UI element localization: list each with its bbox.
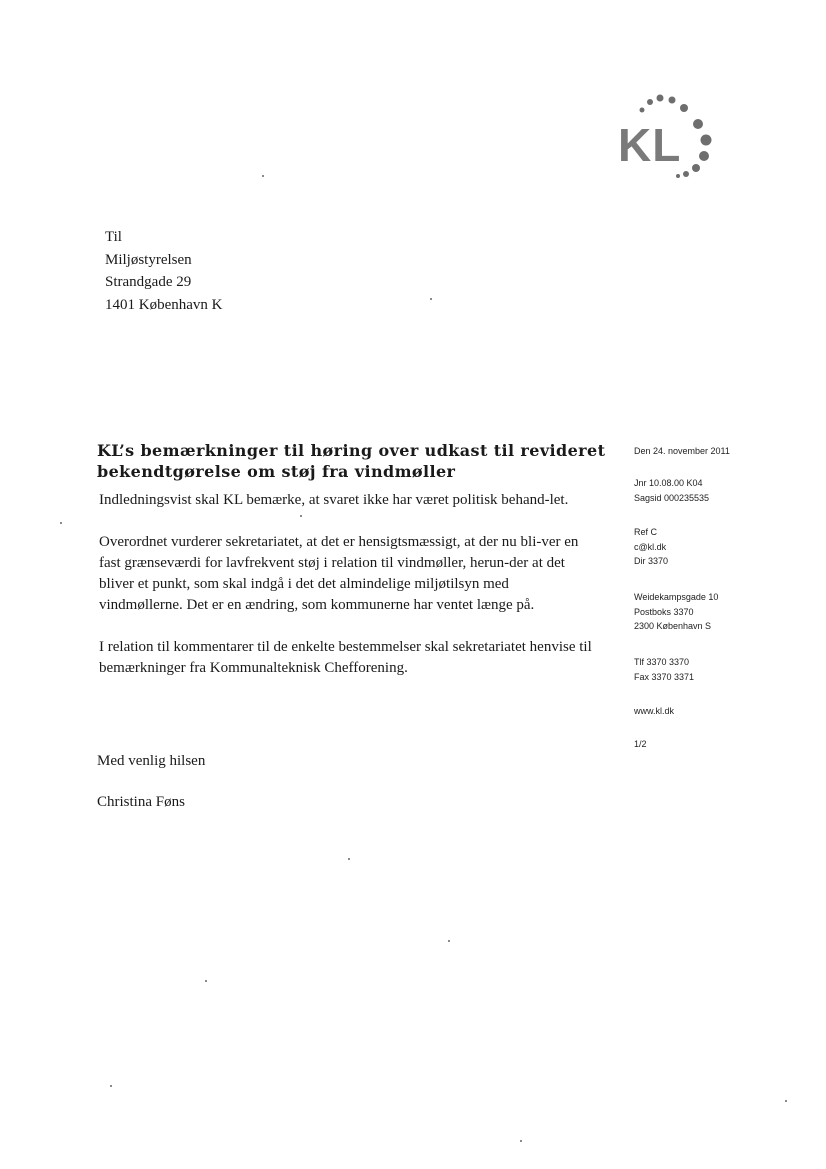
body-paragraph: Indledningsvist skal KL bemærke, at svaret ikke har været politisk behand-let. — [99, 492, 569, 508]
body-paragraph: I relation til kommentarer til de enkelte bestemmelser skal sekretariatet henvise til bemærkninger fra Kommunalteknisk Chefforening. — [99, 639, 592, 676]
scan-speck — [785, 1100, 787, 1102]
scan-speck — [205, 980, 207, 982]
sidebar-sagsid: Sagsid 000235535 — [634, 492, 710, 503]
scan-speck — [348, 858, 350, 860]
sidebar-contact — [634, 525, 668, 569]
recipient-line: Strandgade 29 — [105, 274, 192, 290]
recipient-address — [105, 226, 222, 316]
subject-line: bekendtgørelse om støj fra vindmøller — [97, 462, 456, 481]
sidebar-reference-numbers — [634, 476, 709, 505]
scan-speck — [300, 515, 302, 517]
sidebar-postbox: Postboks 3370 — [634, 606, 694, 617]
subject-line: KL’s bemærkninger til høring over udkast til revideret — [97, 441, 606, 460]
kl-logo — [612, 88, 722, 188]
recipient-line: Miljøstyrelsen — [105, 251, 192, 268]
signature-name: Christina Føns — [97, 794, 185, 810]
sidebar-street: Weidekampsgade 10 — [634, 592, 719, 602]
scan-speck — [430, 298, 432, 300]
recipient-line: 1401 København K — [105, 296, 223, 313]
letter-subject — [97, 440, 606, 482]
scan-speck — [520, 1140, 522, 1142]
body-paragraph: Overordnet vurderer sekretariatet, at det er hensigtsmæssigt, at der nu bli-ver en fast grænseværdi for lavfrekvent støj i relation til vindmøller, herun-der at det bliver et punkt, som skal indgå i det det almindelige miljøtilsyn med vindmøllerne. Det er en ændring, som kommunerne har ventet længe på. — [99, 534, 579, 613]
sidebar-tlf: Tlf 3370 3370 — [634, 657, 690, 667]
sidebar-dir: Dir 3370 — [634, 556, 669, 566]
sidebar-web: www.kl.dk — [634, 706, 675, 716]
sidebar-ref: Ref C — [634, 527, 658, 537]
scan-speck — [448, 940, 450, 942]
closing-salutation: Med venlig hilsen — [97, 753, 206, 769]
scan-speck — [60, 522, 62, 524]
sidebar-phone — [634, 655, 694, 684]
sidebar-city: 2300 København S — [634, 621, 712, 631]
sidebar-jnr: Jnr 10.08.00 K04 — [634, 478, 703, 488]
recipient-line: Til — [105, 229, 122, 245]
logo-text: KL — [618, 119, 682, 171]
sidebar-email: c@kl.dk — [634, 541, 667, 552]
sidebar-address — [634, 590, 718, 634]
scan-speck — [262, 175, 264, 177]
sidebar-date: Den 24. november 2011 — [634, 446, 730, 456]
sidebar-fax: Fax 3370 3371 — [634, 671, 695, 682]
scan-speck — [110, 1085, 112, 1087]
sidebar-page-number: 1/2 — [634, 739, 647, 749]
letter-body — [99, 490, 594, 700]
